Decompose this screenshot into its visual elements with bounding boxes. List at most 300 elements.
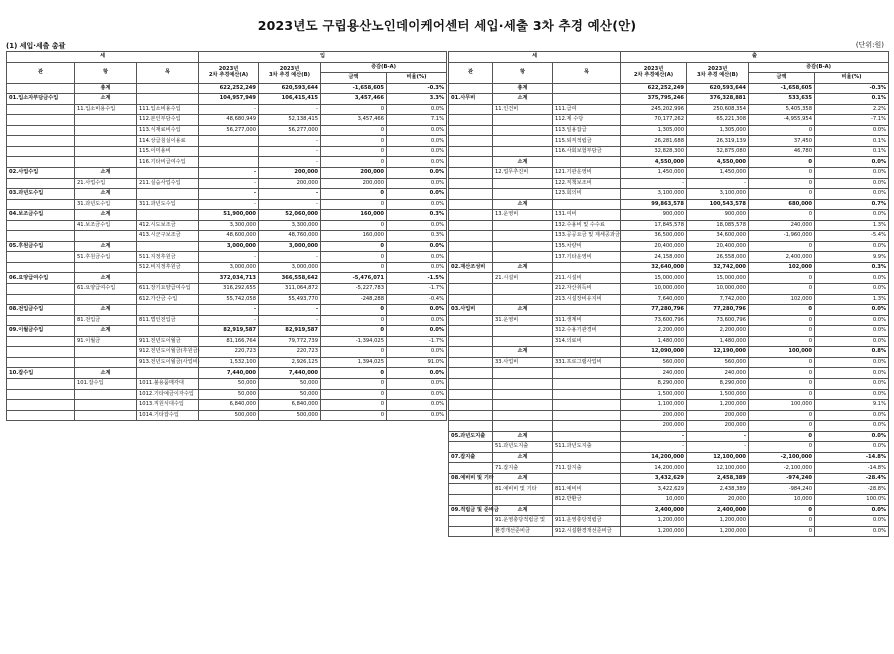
table-cell: 0.0% xyxy=(387,305,447,316)
table-cell: 0.0% xyxy=(815,284,889,295)
table-cell xyxy=(493,336,553,347)
table-cell: 3,457,466 xyxy=(321,115,387,126)
table-cell: 0.0% xyxy=(815,389,889,400)
table-cell: 245,202,996 xyxy=(621,104,687,115)
table-cell xyxy=(553,421,621,432)
table-cell: 0.0% xyxy=(387,189,447,200)
table-cell: 81.예비비 및 기타 xyxy=(493,484,553,495)
table-cell: 0.0% xyxy=(387,178,447,189)
table-row xyxy=(449,452,889,463)
table-cell: 소계 xyxy=(493,505,553,516)
table-cell: 812.반환금 xyxy=(553,494,621,505)
table-cell: 08.전입금수입 xyxy=(7,305,75,316)
table-cell: 113.일용잡급 xyxy=(553,125,621,136)
table-cell xyxy=(449,241,493,252)
table-cell: 0 xyxy=(749,241,815,252)
table-cell: 0 xyxy=(749,421,815,432)
table-cell: 612.가산금 수입 xyxy=(137,294,199,305)
table-cell xyxy=(493,146,553,157)
table-cell: 11.입소비용수입 xyxy=(75,104,137,115)
table-cell: 114.상급침실이용료 xyxy=(137,136,199,147)
table-cell: 70,177,262 xyxy=(621,115,687,126)
expenditure-table xyxy=(448,51,889,537)
table-cell xyxy=(449,252,493,263)
table-cell: 0.0% xyxy=(815,157,889,168)
table-cell: 680,000 xyxy=(749,199,815,210)
table-row xyxy=(449,241,889,252)
table-row xyxy=(449,336,889,347)
table-cell: 113.식재료비수입 xyxy=(137,125,199,136)
table-cell: 08.예비비 및 기타 xyxy=(449,473,493,484)
table-row xyxy=(449,157,889,168)
table-row xyxy=(449,168,889,179)
table-cell: 56,277,000 xyxy=(199,125,259,136)
table-cell: 123.회의비 xyxy=(553,189,621,200)
table-row xyxy=(7,94,447,105)
table-cell: 116.기타비급여수입 xyxy=(137,157,199,168)
table-cell: 20,400,000 xyxy=(687,241,749,252)
table-cell: - xyxy=(621,178,687,189)
table-cell: 소계 xyxy=(493,262,553,273)
table-cell xyxy=(553,473,621,484)
table-row xyxy=(449,146,889,157)
table-cell: 32,828,300 xyxy=(621,146,687,157)
table-cell: 0 xyxy=(321,104,387,115)
table-cell xyxy=(449,231,493,242)
table-cell xyxy=(493,241,553,252)
column-header: 2023년 2차 추경예산(A) xyxy=(199,62,259,83)
table-cell xyxy=(493,368,553,379)
table-cell xyxy=(449,136,493,147)
table-cell: 212.자산취득비 xyxy=(553,284,621,295)
table-cell: 250,608,354 xyxy=(687,104,749,115)
table-row xyxy=(7,178,447,189)
table-row xyxy=(449,104,889,115)
table-cell: 48,600,000 xyxy=(199,231,259,242)
table-cell: 55,493,770 xyxy=(259,294,321,305)
table-row xyxy=(7,125,447,136)
table-cell: -1.5% xyxy=(387,273,447,284)
table-cell: 소계 xyxy=(75,273,137,284)
table-cell: 413.시군구보조금 xyxy=(137,231,199,242)
table-cell: 366,558,642 xyxy=(259,273,321,284)
table-row xyxy=(449,516,889,527)
table-cell xyxy=(75,294,137,305)
table-row xyxy=(7,315,447,326)
table-cell: -0.3% xyxy=(815,83,889,94)
column-header: 비율(%) xyxy=(387,73,447,84)
table-cell: 0 xyxy=(321,410,387,421)
table-cell: 21.시설비 xyxy=(493,273,553,284)
table-cell: 3,432,629 xyxy=(621,473,687,484)
table-cell: 3,000,000 xyxy=(199,262,259,273)
table-cell xyxy=(553,378,621,389)
table-cell: 211.시설비 xyxy=(553,273,621,284)
table-row xyxy=(449,294,889,305)
table-cell: 환경개선준비금 xyxy=(493,526,553,537)
table-cell: 07.잡지출 xyxy=(449,452,493,463)
header-row xyxy=(7,62,447,73)
table-cell: 0 xyxy=(749,378,815,389)
table-cell: 소계 xyxy=(75,94,137,105)
table-cell xyxy=(449,410,493,421)
table-cell xyxy=(449,484,493,495)
table-row xyxy=(7,168,447,179)
table-cell: 104,957,949 xyxy=(199,94,259,105)
table-cell xyxy=(449,146,493,157)
table-cell: 12,100,000 xyxy=(687,463,749,474)
column-header: 관 xyxy=(7,62,75,83)
column-header: 증감(B-A) xyxy=(321,62,447,73)
table-cell xyxy=(7,294,75,305)
table-cell: 7.1% xyxy=(387,115,447,126)
table-cell: 0.3% xyxy=(387,231,447,242)
table-cell: 100,543,578 xyxy=(687,199,749,210)
table-row xyxy=(7,326,447,337)
table-cell xyxy=(75,136,137,147)
table-cell: 0 xyxy=(749,357,815,368)
table-cell: 0 xyxy=(321,378,387,389)
table-cell: 0 xyxy=(321,252,387,263)
table-row xyxy=(449,220,889,231)
table-cell: 1.3% xyxy=(815,294,889,305)
table-cell: -974,240 xyxy=(749,473,815,484)
table-row xyxy=(449,463,889,474)
table-row xyxy=(449,400,889,411)
table-cell: 0.0% xyxy=(387,389,447,400)
table-cell xyxy=(553,94,621,105)
table-cell: 36,500,000 xyxy=(621,231,687,242)
table-cell: 100,000 xyxy=(749,347,815,358)
table-cell: 1,480,000 xyxy=(621,336,687,347)
table-cell: 112.제 수당 xyxy=(553,115,621,126)
table-row xyxy=(7,115,447,126)
table-cell: 240,000 xyxy=(621,368,687,379)
table-cell: -984,240 xyxy=(749,484,815,495)
table-row xyxy=(7,146,447,157)
table-cell xyxy=(7,231,75,242)
table-cell: 200,000 xyxy=(259,178,321,189)
table-cell: 50,000 xyxy=(199,389,259,400)
table-cell: 560,000 xyxy=(687,357,749,368)
table-cell: 20,400,000 xyxy=(621,241,687,252)
table-cell: 1,480,000 xyxy=(687,336,749,347)
table-row xyxy=(449,494,889,505)
table-cell xyxy=(199,157,259,168)
table-cell: 4,550,000 xyxy=(621,157,687,168)
table-cell xyxy=(449,442,493,453)
table-cell: 0 xyxy=(749,526,815,537)
table-cell: 50,000 xyxy=(199,378,259,389)
table-cell: 622,252,249 xyxy=(199,83,259,94)
table-row xyxy=(7,284,447,295)
column-header: 항 xyxy=(493,62,553,83)
table-cell xyxy=(449,83,493,94)
table-cell xyxy=(493,400,553,411)
table-cell: 311,064,872 xyxy=(259,284,321,295)
table-cell: 3,457,466 xyxy=(321,94,387,105)
table-cell: 0.0% xyxy=(387,157,447,168)
table-cell: 26,319,139 xyxy=(687,136,749,147)
table-cell: 01.사무비 xyxy=(449,94,493,105)
table-cell: 1,200,000 xyxy=(621,516,687,527)
table-cell: 10,000,000 xyxy=(621,284,687,295)
table-cell: 51.후원금수입 xyxy=(75,252,137,263)
table-cell: 131.여비 xyxy=(553,210,621,221)
table-cell xyxy=(449,220,493,231)
table-cell: 112.본인부담수입 xyxy=(137,115,199,126)
table-cell: 0.7% xyxy=(815,199,889,210)
column-header: 2023년 3차 추경 예산(B) xyxy=(259,62,321,83)
table-cell xyxy=(75,125,137,136)
table-cell xyxy=(449,315,493,326)
table-cell: 911.전년도이월금 xyxy=(137,336,199,347)
table-cell xyxy=(75,262,137,273)
table-cell: 7,440,000 xyxy=(199,368,259,379)
table-cell: 1,200,000 xyxy=(687,400,749,411)
table-cell: 소계 xyxy=(493,473,553,484)
table-cell: -1,394,025 xyxy=(321,336,387,347)
table-cell: - xyxy=(259,189,321,200)
table-cell: - xyxy=(259,157,321,168)
table-cell: 1,450,000 xyxy=(687,168,749,179)
table-cell: 0 xyxy=(749,210,815,221)
table-cell: 32,640,000 xyxy=(621,262,687,273)
table-cell: 100.0% xyxy=(815,494,889,505)
table-cell: 1,500,000 xyxy=(687,389,749,400)
table-row xyxy=(449,410,889,421)
table-cell: 0 xyxy=(321,389,387,400)
table-cell xyxy=(493,410,553,421)
table-cell: 06.요양급여수입 xyxy=(7,273,75,284)
table-cell: 3,000,000 xyxy=(199,241,259,252)
table-row xyxy=(449,136,889,147)
table-row xyxy=(7,83,447,94)
table-cell xyxy=(7,125,75,136)
table-cell xyxy=(449,115,493,126)
table-cell: 소계 xyxy=(493,94,553,105)
table-cell: 12,090,000 xyxy=(621,347,687,358)
table-cell: 13.운영비 xyxy=(493,210,553,221)
table-cell: 6,840,000 xyxy=(259,400,321,411)
table-cell: 0.0% xyxy=(815,378,889,389)
table-row xyxy=(449,94,889,105)
table-cell: 소계 xyxy=(75,305,137,316)
table-cell: 소계 xyxy=(75,241,137,252)
table-cell: 611.장기요양급여수입 xyxy=(137,284,199,295)
table-cell: 0.8% xyxy=(815,347,889,358)
table-cell: 160,000 xyxy=(321,210,387,221)
table-cell: - xyxy=(199,315,259,326)
table-cell xyxy=(553,199,621,210)
table-cell: 2,438,389 xyxy=(687,484,749,495)
table-cell: 0.0% xyxy=(815,326,889,337)
table-cell: 0 xyxy=(749,178,815,189)
table-cell: 09.적립금 및 준비금 xyxy=(449,505,493,516)
table-row xyxy=(7,252,447,263)
header-row xyxy=(449,52,889,63)
table-cell xyxy=(493,231,553,242)
table-cell: 560,000 xyxy=(621,357,687,368)
table-cell: 200,000 xyxy=(621,421,687,432)
column-header: 목 xyxy=(137,62,199,83)
table-cell: 412.시도보조금 xyxy=(137,220,199,231)
table-cell: 2,400,000 xyxy=(749,252,815,263)
column-header: 2023년 2차 추경예산(A) xyxy=(621,62,687,83)
table-cell: 73,600,796 xyxy=(621,315,687,326)
table-cell: 511.지정후원금 xyxy=(137,252,199,263)
table-cell: 375,795,246 xyxy=(621,94,687,105)
table-cell xyxy=(449,294,493,305)
table-cell: - xyxy=(259,104,321,115)
table-cell: 0 xyxy=(321,315,387,326)
table-cell: 102,000 xyxy=(749,294,815,305)
table-cell: 1,305,000 xyxy=(621,125,687,136)
table-row xyxy=(7,241,447,252)
table-cell xyxy=(199,136,259,147)
table-cell xyxy=(7,262,75,273)
table-cell: 211.실습사업수입 xyxy=(137,178,199,189)
table-cell: - xyxy=(259,199,321,210)
table-cell: 0.0% xyxy=(815,357,889,368)
table-cell: 0.0% xyxy=(815,505,889,516)
table-row xyxy=(7,189,447,200)
table-cell: 200,000 xyxy=(321,168,387,179)
table-cell xyxy=(137,189,199,200)
table-cell xyxy=(7,220,75,231)
table-cell: 135.차량비 xyxy=(553,241,621,252)
table-cell: 10,000 xyxy=(749,494,815,505)
table-cell xyxy=(449,336,493,347)
table-cell: 1011.불용품매각대 xyxy=(137,378,199,389)
page-title: 2023년도 구립용산노인데이케어센터 세입·세출 3차 추경 예산(안) xyxy=(257,18,637,33)
table-cell: 0.0% xyxy=(815,442,889,453)
table-cell: - xyxy=(621,431,687,442)
table-cell: 122.직책보조비 xyxy=(553,178,621,189)
column-header: 2023년 3차 추경 예산(B) xyxy=(687,62,749,83)
table-cell: 200,000 xyxy=(621,410,687,421)
table-cell: 05.후원금수입 xyxy=(7,241,75,252)
table-cell: 0 xyxy=(321,220,387,231)
table-cell: 04.보조금수입 xyxy=(7,210,75,221)
table-row xyxy=(449,326,889,337)
table-cell: -14.8% xyxy=(815,463,889,474)
table-cell xyxy=(553,262,621,273)
table-cell: -5,476,071 xyxy=(321,273,387,284)
table-cell: 20,000 xyxy=(687,494,749,505)
table-cell: 0.0% xyxy=(815,336,889,347)
table-cell: 8,290,000 xyxy=(687,378,749,389)
table-row xyxy=(7,104,447,115)
table-cell: 1,394,025 xyxy=(321,357,387,368)
table-cell: 0.0% xyxy=(815,368,889,379)
table-cell xyxy=(449,199,493,210)
table-cell: 10,000 xyxy=(621,494,687,505)
table-cell: 900,000 xyxy=(621,210,687,221)
table-row xyxy=(7,273,447,284)
table-cell: 512.비지정후원금 xyxy=(137,262,199,273)
table-cell xyxy=(449,157,493,168)
table-cell: 312.수용기관경비 xyxy=(553,326,621,337)
table-cell: 1,200,000 xyxy=(621,526,687,537)
table-cell: 56,277,000 xyxy=(259,125,321,136)
table-cell: 913.전년도이월금(사업비) xyxy=(137,357,199,368)
table-cell: 0 xyxy=(749,442,815,453)
table-cell: 32,875,080 xyxy=(687,146,749,157)
table-cell: 48,760,000 xyxy=(259,231,321,242)
table-cell: 0.0% xyxy=(815,305,889,316)
table-cell: 0.0% xyxy=(387,220,447,231)
table-row xyxy=(7,220,447,231)
table-cell xyxy=(7,400,75,411)
table-cell xyxy=(137,368,199,379)
table-cell: 0.1% xyxy=(815,146,889,157)
table-cell xyxy=(449,516,493,527)
table-cell: 912.전년도이월금(후원금) xyxy=(137,347,199,358)
table-cell xyxy=(449,189,493,200)
table-cell: 소계 xyxy=(75,368,137,379)
table-row xyxy=(7,389,447,400)
table-cell: 240,000 xyxy=(749,220,815,231)
table-cell xyxy=(449,378,493,389)
table-cell: 0 xyxy=(749,315,815,326)
table-cell: 111.급여 xyxy=(553,104,621,115)
table-cell xyxy=(75,400,137,411)
table-cell: 911.운영충당적립금 xyxy=(553,516,621,527)
table-cell: 115.퇴직적립금 xyxy=(553,136,621,147)
table-cell: - xyxy=(259,146,321,157)
table-cell: 2.2% xyxy=(815,104,889,115)
table-cell xyxy=(449,400,493,411)
table-cell xyxy=(449,368,493,379)
table-cell: -2,100,000 xyxy=(749,452,815,463)
table-cell: - xyxy=(259,252,321,263)
header-row xyxy=(449,62,889,73)
table-cell xyxy=(7,347,75,358)
table-cell: 51.과년도지출 xyxy=(493,442,553,453)
table-cell xyxy=(137,94,199,105)
table-cell: 6,840,000 xyxy=(199,400,259,411)
table-row xyxy=(449,125,889,136)
table-cell: 0.3% xyxy=(815,262,889,273)
table-cell: 0.0% xyxy=(387,326,447,337)
table-cell: 82,919,587 xyxy=(199,326,259,337)
column-header: 관 xyxy=(449,62,493,83)
table-cell: - xyxy=(621,442,687,453)
table-cell xyxy=(493,220,553,231)
table-cell: 소계 xyxy=(75,189,137,200)
table-cell xyxy=(7,136,75,147)
table-cell: 0.0% xyxy=(387,315,447,326)
table-cell: 0 xyxy=(749,157,815,168)
table-cell xyxy=(7,115,75,126)
table-cell: -1,658,605 xyxy=(321,83,387,94)
table-cell: 3,100,000 xyxy=(621,189,687,200)
table-cell xyxy=(449,104,493,115)
table-cell: 620,593,644 xyxy=(259,83,321,94)
table-cell: 52,060,000 xyxy=(259,210,321,221)
table-cell: 2,400,000 xyxy=(621,505,687,516)
table-cell: 0.0% xyxy=(815,189,889,200)
table-row xyxy=(7,157,447,168)
table-cell xyxy=(449,326,493,337)
table-cell: -1,658,605 xyxy=(749,83,815,94)
table-cell: 121.기관운영비 xyxy=(553,168,621,179)
table-cell xyxy=(75,157,137,168)
table-cell: 0 xyxy=(321,199,387,210)
table-cell: 811.예비비 xyxy=(553,484,621,495)
header-row xyxy=(7,52,447,63)
